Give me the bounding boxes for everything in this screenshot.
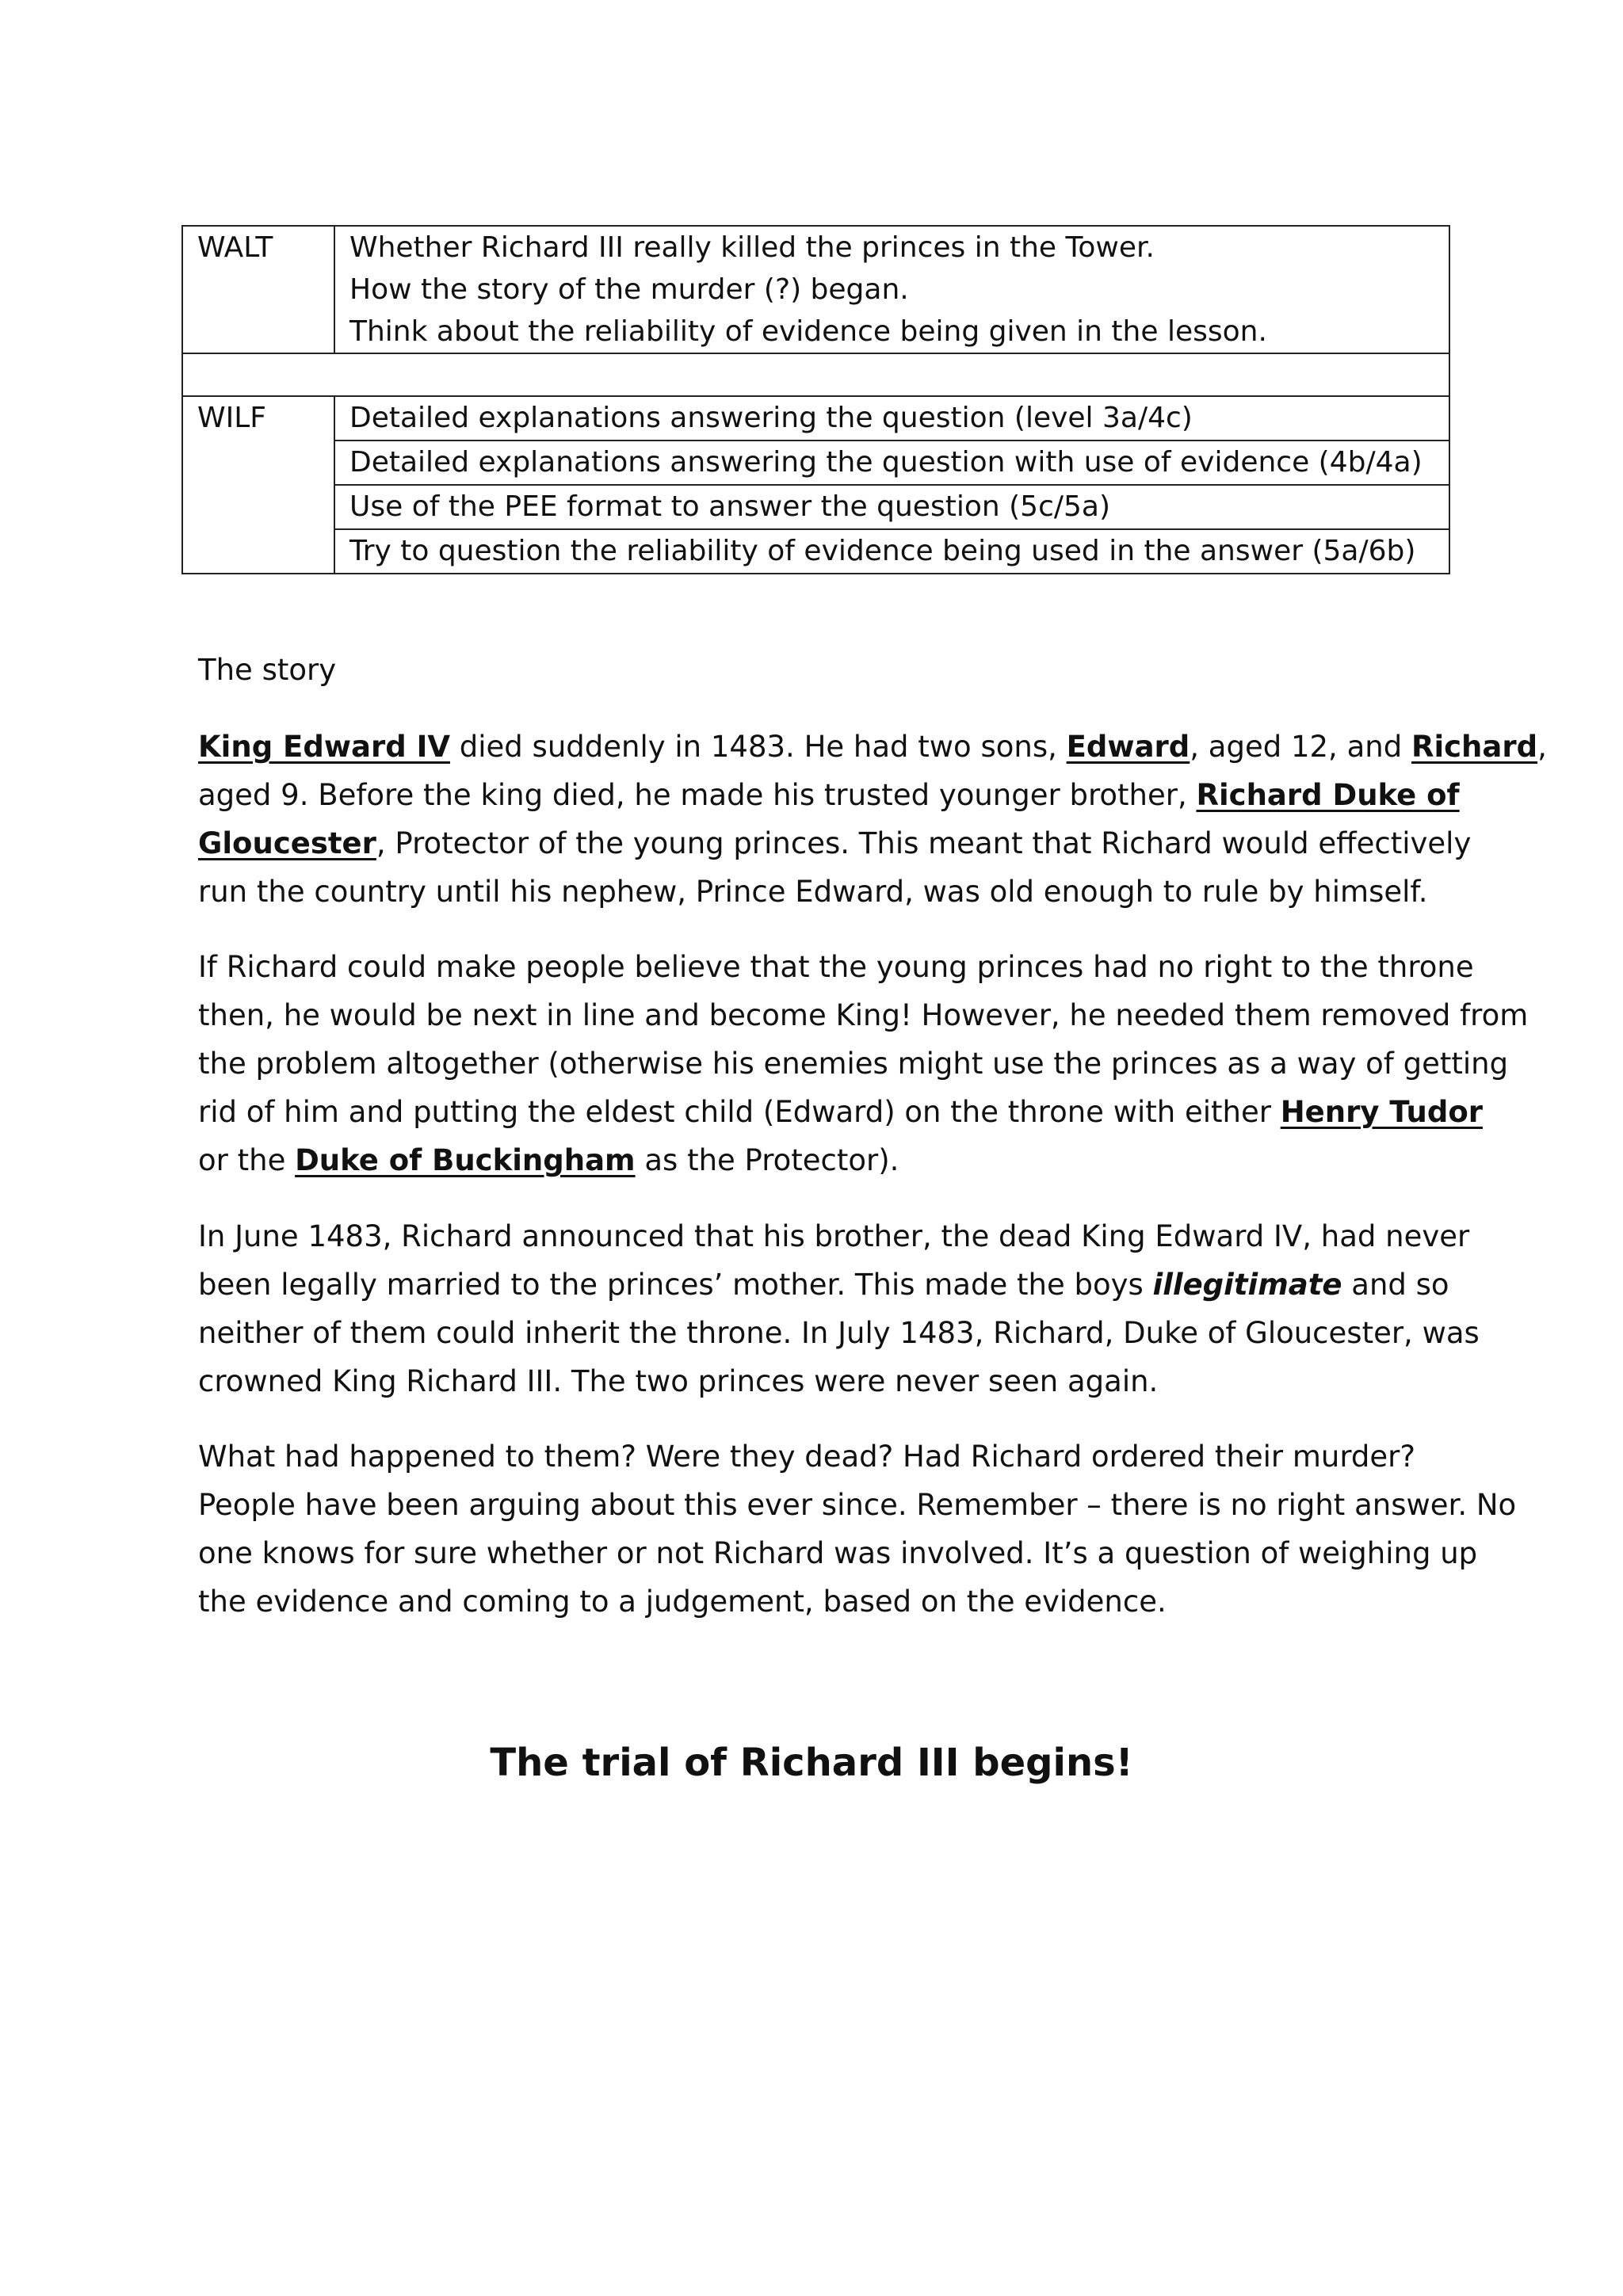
story-paragraph-2 (198, 943, 1529, 1184)
text-run: , aged 12, and (1190, 730, 1411, 764)
walt-label: WALT (182, 226, 334, 353)
wilf-row (182, 441, 1449, 485)
text-run: rid of him and putting the eldest child (Edward) on the throne with either (198, 1095, 1281, 1129)
walt-item: Think about the reliability of evidence being given in the lesson. (349, 315, 1267, 348)
emphasized-term: illegitimate (1152, 1268, 1342, 1302)
text-line (198, 1136, 1450, 1184)
text-line: then, he would be next in line and become King! However, he needed them removed from (198, 998, 1529, 1032)
table-spacer-row (182, 353, 1449, 396)
text-line: one knows for sure whether or not Richard was involved. It’s a question of weighing up (198, 1536, 1478, 1570)
text-run: aged 9. Before the king died, he made his trusted younger brother, (198, 778, 1197, 812)
wilf-item: Detailed explanations answering the question with use of evidence (4b/4a) (334, 441, 1449, 485)
walt-item: Whether Richard III really killed the princes in the Tower. (349, 231, 1155, 264)
key-term: Gloucester (198, 826, 376, 860)
text-run: died suddenly in 1483. He had two sons, (450, 730, 1067, 764)
walt-row (182, 226, 1449, 353)
key-term: King Edward IV (198, 730, 450, 764)
story-heading: The story (198, 653, 337, 687)
wilf-item: Try to question the reliability of evidence being used in the answer (5a/6b) (334, 529, 1449, 574)
trial-title: The trial of Richard III begins! (490, 1741, 1133, 1785)
text-line: If Richard could make people believe that the young princes had no right to the throne (198, 950, 1474, 984)
text-run: , Protector of the young princes. This meant that Richard would effectively (376, 826, 1472, 860)
text-run: been legally married to the princes’ mother. This made the boys (198, 1268, 1153, 1302)
text-run: and so (1342, 1268, 1449, 1302)
key-term: Duke of Buckingham (295, 1143, 636, 1177)
text-line (198, 1088, 1484, 1136)
text-line: crowned King Richard III. The two princes were never seen again. (198, 1364, 1159, 1398)
wilf-row (182, 396, 1449, 441)
text-run: or the (198, 1143, 296, 1177)
text-line (198, 771, 1460, 819)
text-line: What had happened to them? Were they dead? Had Richard ordered their murder? (198, 1440, 1416, 1474)
text-line: the problem altogether (otherwise his enemies might use the princes as a way of getting (198, 1047, 1509, 1081)
walt-item: How the story of the murder (?) began. (349, 273, 909, 306)
key-term: Edward (1066, 730, 1190, 764)
wilf-label: WILF (182, 396, 334, 574)
text-line (198, 723, 1547, 771)
wilf-row (182, 529, 1449, 574)
key-term: Richard (1411, 730, 1538, 764)
text-line: the evidence and coming to a judgement, based on the evidence. (198, 1585, 1167, 1619)
text-run: as the Protector). (635, 1143, 899, 1177)
wilf-item: Detailed explanations answering the question (level 3a/4c) (334, 396, 1449, 441)
text-run: , (1537, 730, 1547, 764)
wilf-item: Use of the PEE format to answer the question (5c/5a) (334, 485, 1449, 529)
text-line: People have been arguing about this ever since. Remember – there is no right answer. No (198, 1488, 1517, 1522)
text-line (198, 1261, 1450, 1309)
text-line (198, 819, 1472, 868)
empty-cell (182, 353, 1449, 396)
wilf-row (182, 485, 1449, 529)
story-paragraph-1 (198, 723, 1547, 916)
key-term: Henry Tudor (1280, 1095, 1484, 1129)
objectives-table (181, 225, 1450, 574)
text-line: run the country until his nephew, Prince Edward, was old enough to rule by himself. (198, 875, 1428, 909)
key-term: Richard Duke of (1196, 778, 1460, 812)
story-paragraph-3 (198, 1212, 1480, 1405)
text-line: In June 1483, Richard announced that his brother, the dead King Edward IV, had never (198, 1219, 1470, 1253)
text-line: neither of them could inherit the throne. In July 1483, Richard, Duke of Gloucester, was (198, 1316, 1480, 1350)
story-paragraph-4 (198, 1432, 1517, 1626)
walt-items (334, 226, 1449, 353)
